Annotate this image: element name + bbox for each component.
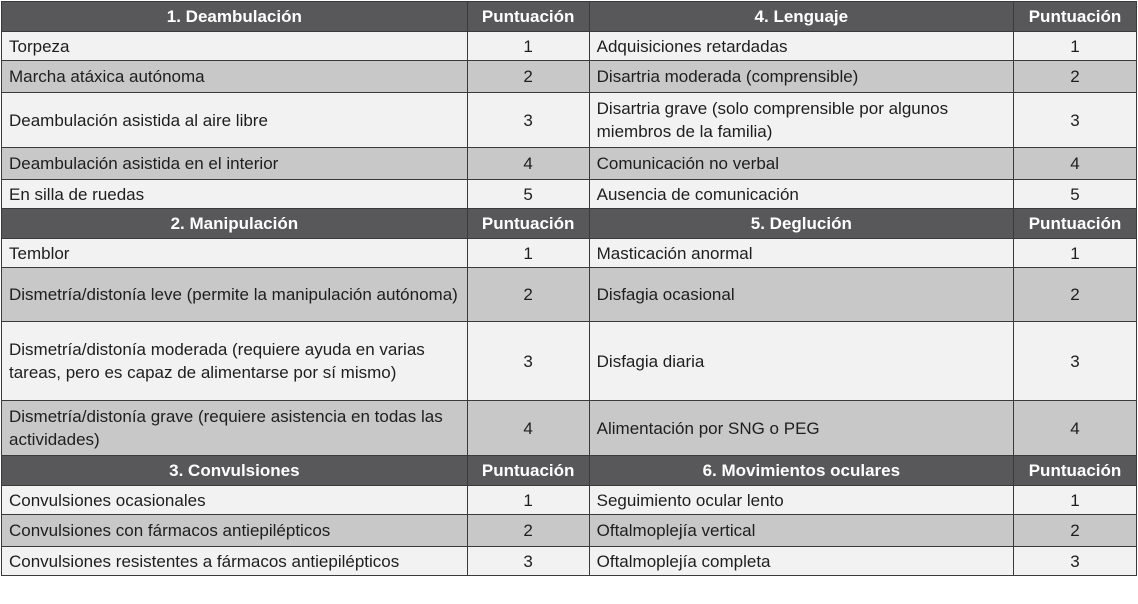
item-score: 3 <box>467 93 589 148</box>
table-row <box>2 32 1137 61</box>
item-label: Seguimiento ocular lento <box>589 486 1013 515</box>
item-label: Disfagia diaria <box>589 322 1013 401</box>
table-row <box>2 486 1137 515</box>
score-header: Puntuación <box>1014 2 1137 32</box>
item-score: 2 <box>467 61 589 93</box>
section-header-row <box>2 209 1137 239</box>
item-label: Dismetría/distonía leve (permite la manipulación autónoma) <box>2 268 468 322</box>
item-label: Oftalmoplejía completa <box>589 547 1013 576</box>
item-label: Alimentación por SNG o PEG <box>589 401 1013 456</box>
item-score: 3 <box>467 322 589 401</box>
section-title: 4. Lenguaje <box>589 2 1013 32</box>
item-score: 4 <box>1014 401 1137 456</box>
table-row <box>2 268 1137 322</box>
item-label: En silla de ruedas <box>2 180 468 209</box>
item-score: 1 <box>1014 32 1137 61</box>
item-label: Convulsiones ocasionales <box>2 486 468 515</box>
item-score: 2 <box>467 515 589 547</box>
item-score: 3 <box>1014 322 1137 401</box>
table-row <box>2 61 1137 93</box>
item-label: Comunicación no verbal <box>589 148 1013 180</box>
section-title: 3. Convulsiones <box>2 456 468 486</box>
item-label: Convulsiones con fármacos antiepilépticos <box>2 515 468 547</box>
item-label: Torpeza <box>2 32 468 61</box>
item-score: 2 <box>1014 268 1137 322</box>
item-label: Ausencia de comunicación <box>589 180 1013 209</box>
item-label: Oftalmoplejía vertical <box>589 515 1013 547</box>
item-score: 5 <box>1014 180 1137 209</box>
item-score: 1 <box>1014 486 1137 515</box>
section-title: 1. Deambulación <box>2 2 468 32</box>
table-row <box>2 148 1137 180</box>
item-label: Disartria moderada (comprensible) <box>589 61 1013 93</box>
item-score: 5 <box>467 180 589 209</box>
item-score: 1 <box>467 32 589 61</box>
item-label: Marcha atáxica autónoma <box>2 61 468 93</box>
item-score: 3 <box>1014 547 1137 576</box>
item-score: 3 <box>467 547 589 576</box>
item-score: 1 <box>467 239 589 268</box>
item-score: 4 <box>1014 148 1137 180</box>
section-header-row <box>2 2 1137 32</box>
table-row <box>2 515 1137 547</box>
item-label: Convulsiones resistentes a fármacos antiepilépticos <box>2 547 468 576</box>
item-label: Dismetría/distonía moderada (requiere ayuda en varias tareas, pero es capaz de alimentarse por sí mismo) <box>2 322 468 401</box>
item-score: 4 <box>467 148 589 180</box>
item-label: Masticación anormal <box>589 239 1013 268</box>
item-score: 2 <box>1014 61 1137 93</box>
table-row <box>2 401 1137 456</box>
score-header: Puntuación <box>467 456 589 486</box>
section-title: 6. Movimientos oculares <box>589 456 1013 486</box>
table-row <box>2 322 1137 401</box>
table-row <box>2 547 1137 576</box>
section-title: 5. Deglución <box>589 209 1013 239</box>
item-label: Dismetría/distonía grave (requiere asistencia en todas las actividades) <box>2 401 468 456</box>
item-score: 2 <box>467 268 589 322</box>
item-label: Deambulación asistida en el interior <box>2 148 468 180</box>
score-header: Puntuación <box>467 209 589 239</box>
section-header-row <box>2 456 1137 486</box>
table-row <box>2 239 1137 268</box>
item-score: 4 <box>467 401 589 456</box>
item-label: Temblor <box>2 239 468 268</box>
item-label: Adquisiciones retardadas <box>589 32 1013 61</box>
item-label: Disfagia ocasional <box>589 268 1013 322</box>
item-label: Disartria grave (solo comprensible por algunos miembros de la familia) <box>589 93 1013 148</box>
score-header: Puntuación <box>1014 456 1137 486</box>
item-score: 2 <box>1014 515 1137 547</box>
item-score: 1 <box>1014 239 1137 268</box>
table-row <box>2 180 1137 209</box>
section-title: 2. Manipulación <box>2 209 468 239</box>
item-score: 3 <box>1014 93 1137 148</box>
item-label: Deambulación asistida al aire libre <box>2 93 468 148</box>
table-row <box>2 93 1137 148</box>
score-header: Puntuación <box>1014 209 1137 239</box>
item-score: 1 <box>467 486 589 515</box>
score-header: Puntuación <box>467 2 589 32</box>
score-table <box>1 1 1137 576</box>
